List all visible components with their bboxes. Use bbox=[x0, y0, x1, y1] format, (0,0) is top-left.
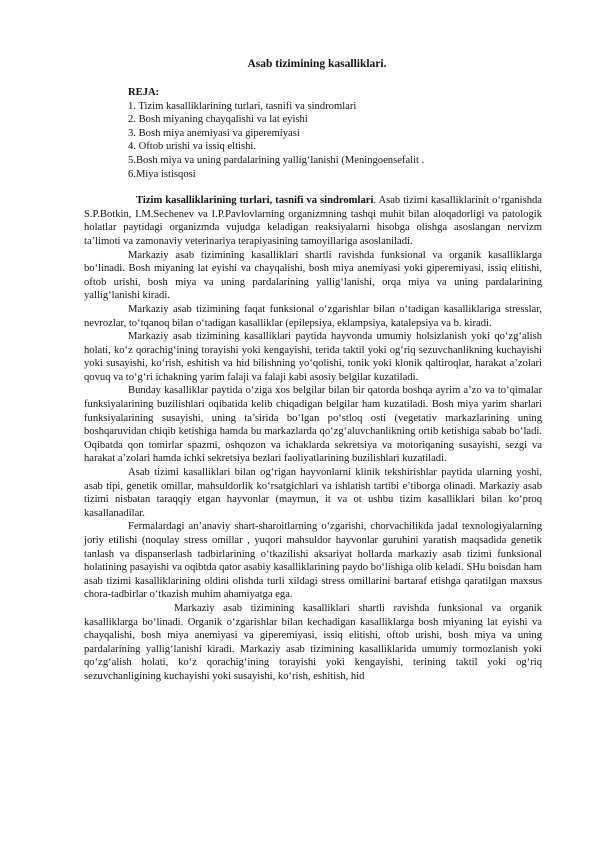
plan-section bbox=[128, 86, 542, 181]
paragraph-text: Markaziy asab tizimining kasalliklari shartli ravishda funksional va organik kasalliklarga bo‘linadi. Organik o‘zgarishlar bilan kechadigan kasalliklarga bosh miyaning lat eyishi va chayqalishi, bosh miya anemiyasi va giperemiyasi, issiq elitishi, oftob urishi, bosh miya va uning pardalarining yallig‘lanishi kiradi. Markaziy asab tizimining kasalliklarida umumiy tormozlanish yoki qo‘zg‘alish holati, ko‘z qorachig‘ining torayishi yoki kengayishi, terining taktil yoki og‘riq sezuvchanligining kuchayishi yoki susayishi, ko‘rish, eshitish, hid bbox=[84, 602, 542, 682]
body-paragraph bbox=[84, 330, 542, 384]
paragraph-text: Asab tizimi kasalliklari bilan og‘rigan hayvonlarni klinik tekshirishlar paytida ularning yoshi, asab tipi, genetik omillar, mahsuldorlik ko‘rsatgichlari va ishlatish tartibi e’tiborga olinadi. Markaziy asab tizimi nisbatan taraqqiy etgan hayvonlar (maymun, it va ot ushbu tizim kasalliklari bilan ko‘proq kasallanadilar. bbox=[84, 467, 542, 519]
body-paragraph bbox=[84, 602, 542, 684]
section-lead-heading: Tizim kasalliklarining turlari, tasnifi va sindromlari bbox=[136, 195, 374, 207]
paragraph-text: Markaziy asab tizimining kasalliklari shartli ravishda funksional va organik kasalliklarga bo‘linadi. Bosh miyaning lat eyishi va chayqalishi, bosh miya anemiyasi yoki giperemiyasi, issiq elitishi, oftob urishi, bosh miya va uning pardalarining yallig‘lanishi, orqa miya va uning pardalarining yallig‘lanishi kiradi. bbox=[84, 249, 542, 302]
plan-heading: REJA: bbox=[128, 87, 160, 98]
body-paragraph bbox=[84, 520, 542, 602]
plan-item: 1. Tizim kasalliklarining turlari, tasnifi va sindromlari bbox=[128, 100, 357, 112]
paragraph-text: . Asab tizimi kasalliklarinit o‘rganishda S.P.Botkin, I.M.Sechenev va I.P.Pavlovlarning organizmning tashqi muhit bilan aloqadorligi va patologik holatlar paytidagi organizmda vujudga keladigan reaksiyalarni hisobga olishga asoslangan nervizm ta’limoti va zamonaviy veterinariya terapiyasining tamoyillariga asoslaniladi. bbox=[84, 195, 542, 247]
document-title: Asab tizimining kasalliklari. bbox=[247, 58, 387, 70]
plan-item: 6.Miya istisqosi bbox=[128, 168, 196, 180]
body-paragraph bbox=[84, 303, 542, 330]
paragraph-text: Bunday kasalliklar paytida o‘ziga xos belgilar bilan bir qatorda boshqa ayrim a’zo va to‘qimalar funksiyalarining buzilishlari oqibatida kelib chiqadigan belgilar ham kuzatiladi. Bosh miya yarim sharlari funksiyalarining susayishi, uning ta’sirida bo‘lgan po‘stloq osti (vegetativ markazlarining uning boshqaruvidan chiqib ketishiga hamda bu markazlarda qo‘zg‘aluvchanlikning ortib ketishiga sabab bo‘ladi. Oqibatda qon tomirlar spazmi, oshqozon va ichaklarda sekretsiya va motoriqaning susayishi, sezgi va harakat a’zolari hamda ichki sekretsiya bezlari faoliyatlarining buzilishlari kuzatiladi. bbox=[84, 385, 542, 465]
plan-item: 4. Oftob urishi va issiq eltishi. bbox=[128, 141, 257, 153]
body-paragraph bbox=[84, 194, 542, 248]
body-paragraph bbox=[84, 384, 542, 466]
body-paragraph bbox=[84, 466, 542, 520]
plan-item: 5.Bosh miya va uning pardalarining yallig‘lanishi (Meningoensefalit . bbox=[128, 154, 425, 166]
paragraph-text: Markaziy asab tizimining faqat funksional o‘zgarishlar bilan o‘tadigan kasalliklariga stresslar, nevrozlar, to‘tqanoq bilan o‘tadigan kasalliklar (epilepsiya, eklampsiya, katalepsiya va b. kiradi. bbox=[84, 303, 542, 329]
body-paragraph bbox=[84, 249, 542, 303]
paragraph-text: Markaziy asab tizimining kasalliklari paytida hayvonda umumiy holsizlanish yoki qo‘zg‘alish holati, ko‘z qorachig‘ining torayishi yoki kengayishi, terida taktil yoki og‘riq sezuvchanlikning kuchayishi yoki susayishi, ko‘rish, eshitish va hid bilishning yo‘qolishi, tonik yoki klonik qaltiroqlar, harakat a’zolari qovuq va to‘g‘ri ichakning yarim falaji va falaji kabi asosiy belgilar kuzatiladi. bbox=[84, 331, 542, 383]
plan-item: 2. Bosh miyaning chayqalishi va lat eyishi bbox=[128, 114, 308, 126]
plan-item: 3. Bosh miya anemiyasi va giperemiyasi bbox=[128, 127, 300, 139]
document-body bbox=[84, 194, 542, 683]
paragraph-text: Fermalardagi an’anaviy shart-sharoitlarning o‘zgarishi, chorvachilikda jadal texnologiyalarning joriy etilishi (noqulay stress omillar , yuqori mahsuldor hayvonlar guruhini yaratish maqsadida genetik tanlash va dispanserlash tadbirlarining o‘tkazilishi aksariyat hollarda markaziy asab tizimi funksional holatining pasayishi va oqibtda qator asabiy kasalliklarining paydo bo‘lishiga olib keladi. SHu boisdan ham asab tizimi kasalliklarining oldini olishda turli xildagi stress omillarini bartaraf etishga qaratilgan maxsus chora-tadbirlar o‘tkazish muhim ahamiyatga ega. bbox=[84, 521, 542, 601]
